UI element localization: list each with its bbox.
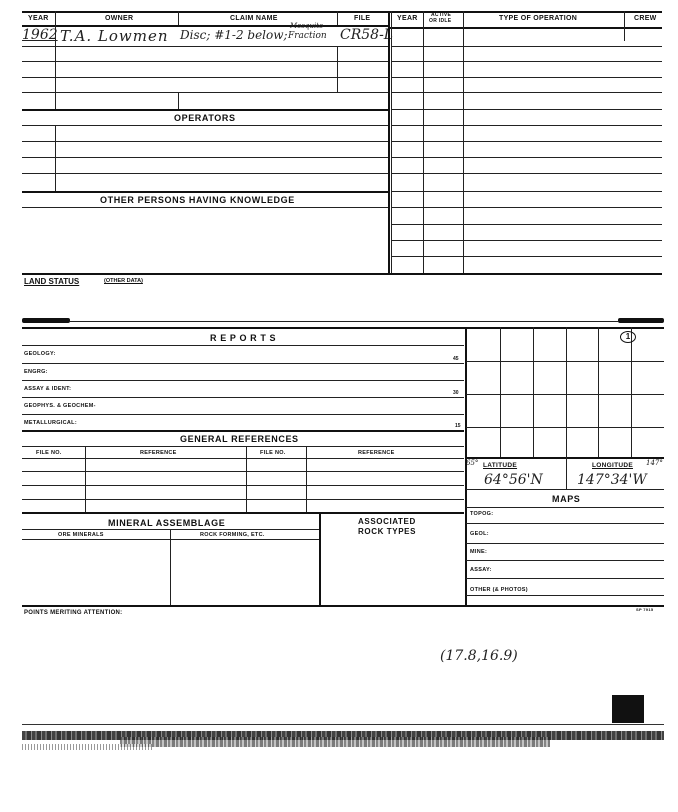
- report-engrg: ENGRG:: [24, 369, 48, 375]
- points-meriting-attention: POINTS MERITING ATTENTION:: [24, 610, 123, 616]
- general-references-title: GENERAL REFERENCES: [180, 434, 299, 444]
- entry-claim-mosquito: Mosquito: [290, 22, 324, 30]
- lat-prefix: 65°: [466, 459, 479, 467]
- circled-number: [620, 331, 636, 343]
- report-metallurgical: METALLURGICAL:: [24, 420, 77, 426]
- ma-ore-minerals: ORE MINERALS: [58, 532, 104, 538]
- maps-other: OTHER (& PHOTOS): [470, 587, 528, 593]
- rock-types-label: ROCK TYPES: [358, 527, 417, 536]
- maps-mine: MINE:: [470, 549, 488, 555]
- header-year: YEAR: [28, 15, 49, 22]
- longitude-value: 147°34'W: [577, 472, 647, 488]
- maps-geol: GEOL:: [470, 531, 489, 537]
- entry-year: 1962: [22, 27, 58, 43]
- land-status-sub: (OTHER DATA): [104, 278, 143, 284]
- operators-title: OPERATORS: [174, 113, 236, 123]
- longitude-label: LONGITUDE: [592, 462, 633, 469]
- header-claim-name: CLAIM NAME: [230, 15, 278, 22]
- entry-claim-fraction: Fraction: [288, 31, 327, 41]
- report-metallurgical-num: 15: [455, 423, 461, 429]
- land-status-label: LAND STATUS: [24, 277, 80, 286]
- header-crew: CREW: [634, 15, 657, 22]
- header-type-of-operation: TYPE OF OPERATION: [499, 15, 578, 22]
- reports-title: R E P O R T S: [210, 333, 277, 343]
- gr-file-no-2: FILE NO.: [260, 450, 286, 456]
- header-file: FILE: [354, 15, 371, 22]
- associated-label: ASSOCIATED: [358, 517, 416, 526]
- header-or-idle: OR IDLE: [429, 18, 452, 24]
- report-geophys: GEOPHYS. & GEOCHEM-: [24, 403, 96, 409]
- entry-claim: Disc; #1-2 below;: [180, 28, 288, 42]
- circled-number-text: 1: [625, 332, 631, 341]
- latitude-label: LATITUDE: [483, 462, 518, 469]
- gr-reference-2: REFERENCE: [358, 450, 395, 456]
- entry-owner: T.A. Lowmen: [60, 27, 169, 45]
- report-geology: GEOLOGY:: [24, 351, 56, 357]
- other-persons-title: OTHER PERSONS HAVING KNOWLEDGE: [100, 195, 295, 205]
- mineral-assemblage-title: MINERAL ASSEMBLAGE: [108, 518, 226, 528]
- entry-file: CR58-L: [340, 27, 394, 43]
- report-assay: ASSAY & IDENT:: [24, 386, 72, 392]
- coordinate-annotation: (17.8,16.9): [440, 648, 518, 664]
- ma-rock-forming: ROCK FORMING, ETC.: [200, 532, 265, 538]
- report-geology-num: 45: [453, 356, 459, 362]
- lon-suffix: 147°: [646, 459, 663, 467]
- form-number: SP 7915: [636, 607, 654, 612]
- header-owner: OWNER: [105, 15, 134, 22]
- report-assay-num: 30: [453, 390, 459, 396]
- maps-topog: TOPOG:: [470, 511, 494, 517]
- header-active: ACTIVE: [431, 12, 452, 18]
- latitude-value: 64°56'N: [484, 472, 543, 488]
- gr-reference-1: REFERENCE: [140, 450, 177, 456]
- header-year-2: YEAR: [397, 15, 418, 22]
- gr-file-no-1: FILE NO.: [36, 450, 62, 456]
- maps-assay: ASSAY:: [470, 567, 492, 573]
- maps-title: MAPS: [552, 494, 581, 504]
